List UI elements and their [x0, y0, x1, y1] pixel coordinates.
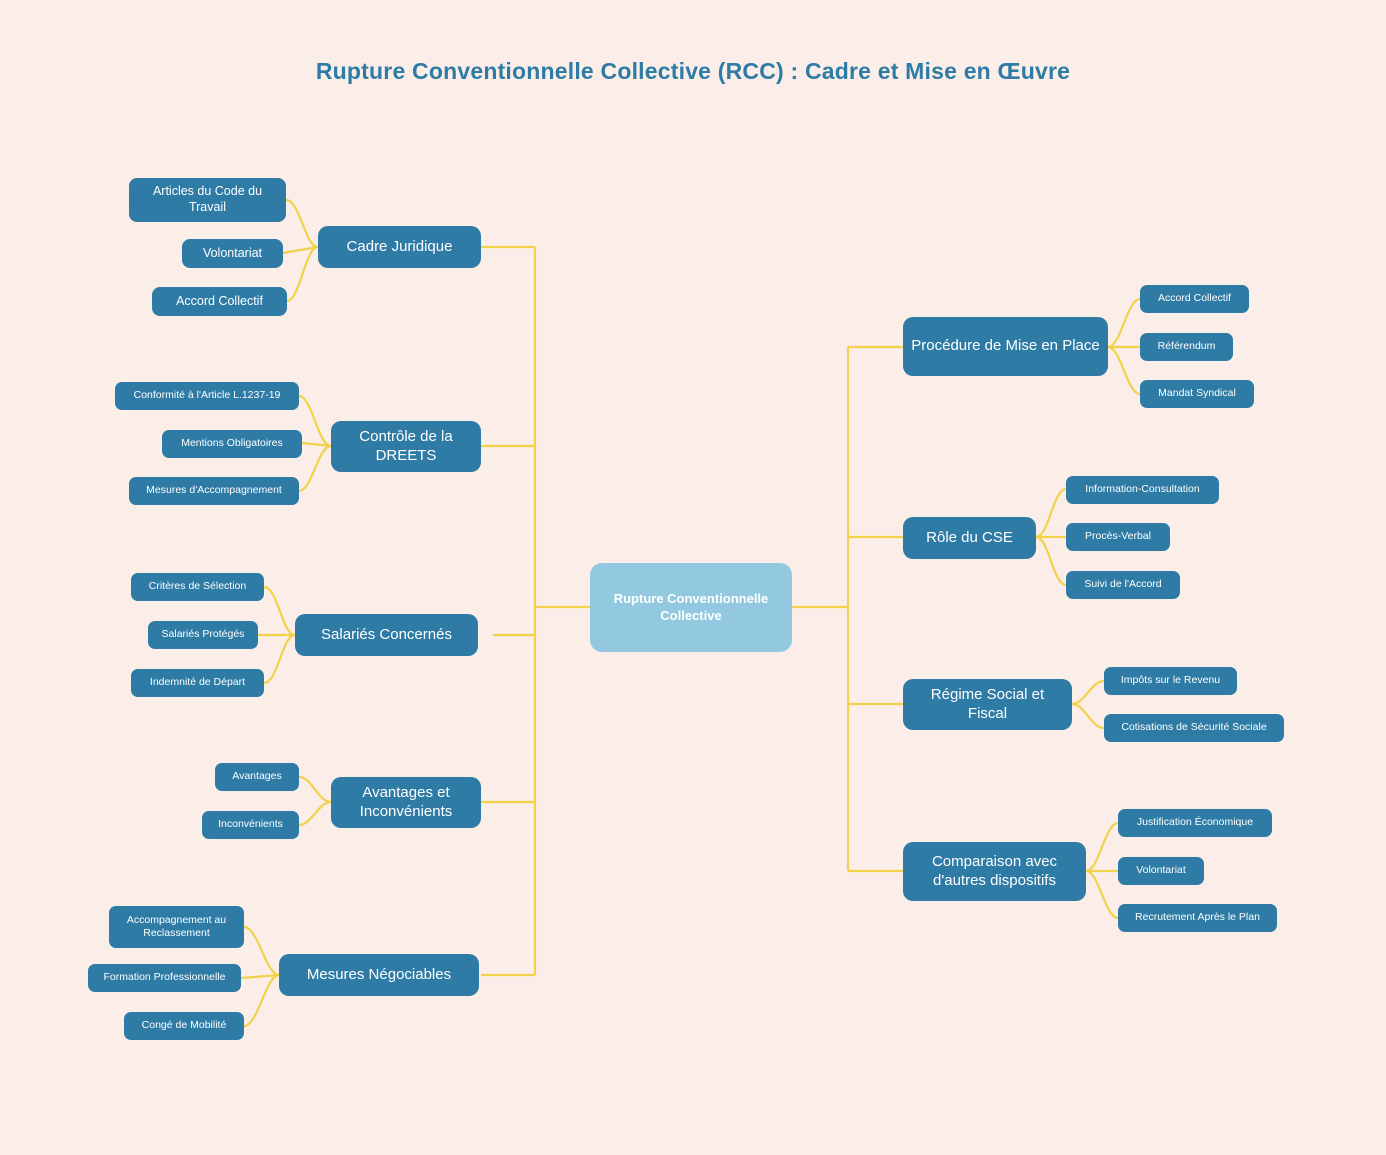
node-branch-salaries-concernes[interactable]: [295, 614, 478, 656]
node-branch-label: Régime Social et Fiscal: [930, 685, 1045, 722]
node-leaf-accord-collectif[interactable]: [152, 287, 287, 316]
node-leaf-accord-collectif-right[interactable]: [1140, 285, 1249, 313]
node-root[interactable]: [590, 563, 792, 652]
node-leaf-mentions-obligatoires[interactable]: [162, 430, 302, 458]
node-branch-mesures-negociables[interactable]: [279, 954, 479, 996]
node-leaf-suivi-accord[interactable]: [1066, 571, 1180, 599]
node-leaf-criteres-selection[interactable]: [131, 573, 264, 601]
node-branch-avantages-inconvenients[interactable]: [331, 777, 481, 828]
node-leaf-label: Critères de Sélection: [148, 580, 247, 593]
node-branch-label: Cadre Juridique: [346, 237, 453, 255]
node-leaf-cotisations-securite-sociale[interactable]: [1104, 714, 1284, 742]
page-title: Rupture Conventionnelle Collective (RCC) : Cadre et Mise en Œuvre: [315, 58, 1071, 84]
node-branch-label: Procédure de Mise en Place: [911, 337, 1100, 355]
node-leaf-label: Accompagnement au Reclassement: [126, 913, 227, 939]
node-leaf-volontariat[interactable]: [182, 239, 283, 268]
node-leaf-label: Mandat Syndical: [1158, 387, 1236, 400]
node-leaf-recrutement-apres-plan[interactable]: [1118, 904, 1277, 932]
node-leaf-label: Conformité à l'Article L.1237-19: [133, 389, 281, 402]
node-branch-comparaison-dispositifs[interactable]: [903, 842, 1086, 901]
node-branch-label: Avantages et Inconvénients: [359, 783, 453, 820]
node-leaf-indemnite-depart[interactable]: [131, 669, 264, 697]
node-leaf-label: Congé de Mobilité: [141, 1019, 227, 1032]
node-leaf-mesures-accompagnement[interactable]: [129, 477, 299, 505]
node-branch-role-cse[interactable]: [903, 517, 1036, 559]
node-leaf-justification-economique[interactable]: [1118, 809, 1272, 837]
node-leaf-impots-revenu[interactable]: [1104, 667, 1237, 695]
node-branch-label: Salariés Concernés: [321, 625, 452, 643]
node-leaf-inconvenients[interactable]: [202, 811, 299, 839]
node-leaf-label: Mentions Obligatoires: [181, 437, 283, 450]
node-branch-cadre-juridique[interactable]: [318, 226, 481, 268]
node-leaf-label: Suivi de l'Accord: [1084, 578, 1162, 591]
node-leaf-label: Procès-Verbal: [1085, 530, 1151, 543]
node-leaf-salaries-proteges[interactable]: [148, 621, 258, 649]
node-root-label: Rupture Conventionnelle Collective: [613, 591, 769, 623]
node-leaf-label: Accord Collectif: [176, 293, 263, 308]
node-leaf-referendum[interactable]: [1140, 333, 1233, 361]
node-leaf-label: Inconvénients: [218, 818, 283, 831]
node-leaf-label: Cotisations de Sécurité Sociale: [1121, 721, 1267, 734]
node-leaf-conformite-article[interactable]: [115, 382, 299, 410]
node-leaf-label: Impôts sur le Revenu: [1120, 674, 1221, 687]
node-branch-label: Rôle du CSE: [926, 528, 1013, 546]
node-leaf-formation-professionnelle[interactable]: [88, 964, 241, 992]
node-leaf-accompagnement-reclassement[interactable]: [109, 906, 244, 948]
node-leaf-label: Salariés Protégés: [161, 628, 245, 641]
node-leaf-label: Avantages: [232, 770, 282, 783]
node-leaf-avantages[interactable]: [215, 763, 299, 791]
node-leaf-articles-code-travail[interactable]: [129, 178, 286, 222]
node-leaf-label: Justification Économique: [1136, 816, 1254, 829]
node-leaf-label: Référendum: [1157, 340, 1216, 353]
node-branch-label: Comparaison avec d'autres dispositifs: [931, 852, 1058, 889]
node-leaf-label: Indemnité de Départ: [149, 676, 246, 689]
node-leaf-mandat-syndical[interactable]: [1140, 380, 1254, 408]
node-leaf-label: Recrutement Après le Plan: [1135, 911, 1260, 924]
node-leaf-conge-mobilite[interactable]: [124, 1012, 244, 1040]
node-leaf-label: Information-Consultation: [1085, 483, 1200, 496]
node-branch-label: Contrôle de la DREETS: [359, 427, 453, 464]
node-branch-controle-dreets[interactable]: [331, 421, 481, 472]
node-leaf-volontariat-right[interactable]: [1118, 857, 1204, 885]
node-branch-label: Mesures Négociables: [306, 965, 452, 983]
node-leaf-proces-verbal[interactable]: [1066, 523, 1170, 551]
node-leaf-label: Formation Professionnelle: [103, 971, 226, 984]
node-leaf-label: Accord Collectif: [1158, 292, 1231, 305]
node-leaf-label: Articles du Code du Travail: [152, 184, 263, 214]
node-branch-regime-social-fiscal[interactable]: [903, 679, 1072, 730]
node-leaf-label: Volontariat: [202, 245, 263, 260]
node-branch-procedure-mise-en-place[interactable]: [903, 317, 1108, 376]
node-leaf-label: Volontariat: [1136, 864, 1186, 877]
node-leaf-label: Mesures d'Accompagnement: [146, 484, 282, 497]
node-leaf-information-consultation[interactable]: [1066, 476, 1219, 504]
